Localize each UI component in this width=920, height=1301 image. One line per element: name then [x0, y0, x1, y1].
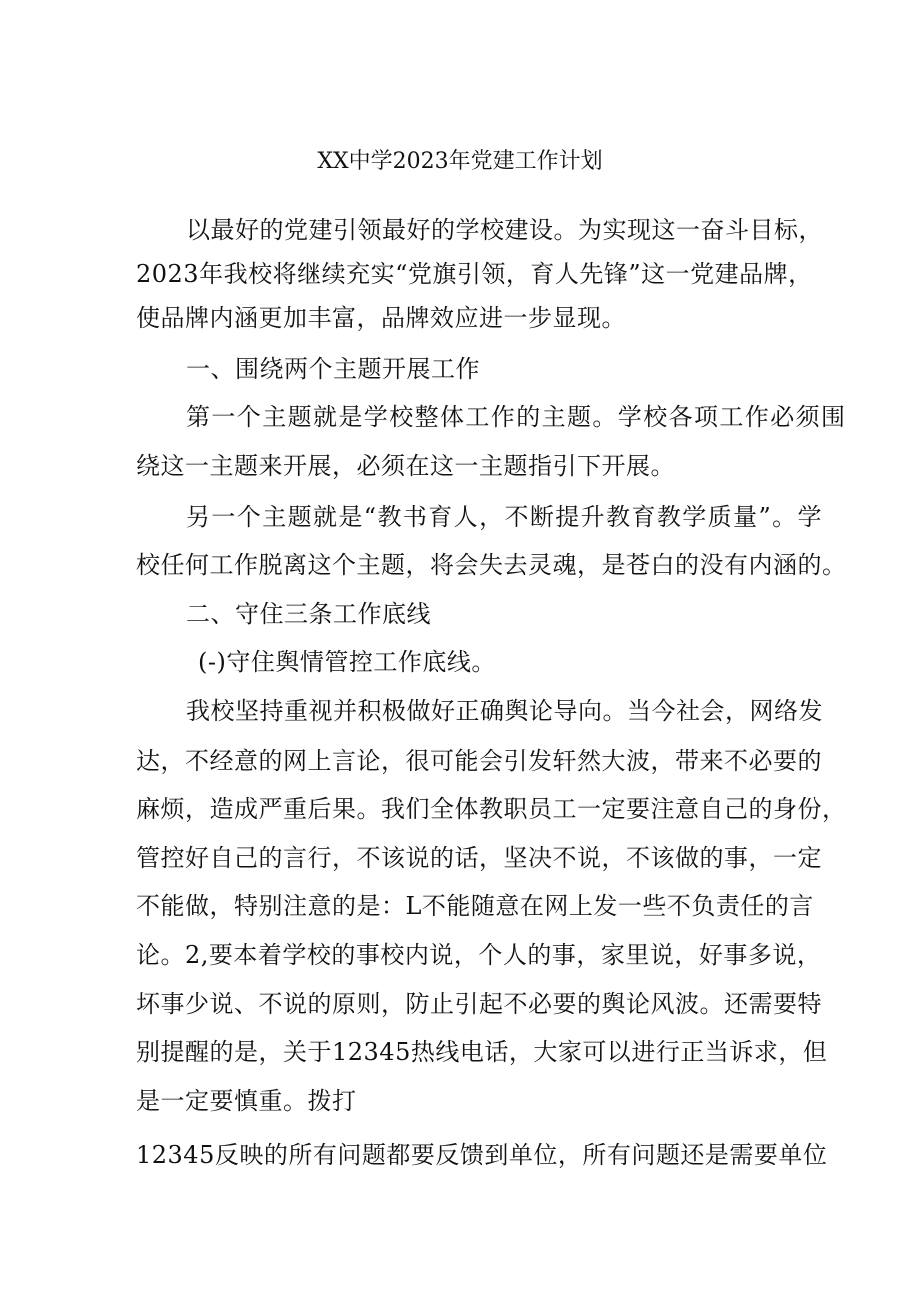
subsection-heading: (-)守住舆情管控工作底线。: [198, 648, 496, 676]
paragraph-line: 校任何工作脱离这个主题，将会失去灵魂，是苍白的没有内涵的。: [136, 551, 847, 579]
section-heading: 一、围绕两个主题开展工作: [186, 355, 480, 383]
paragraph-line: 12345反映的所有问题都要反馈到单位，所有问题还是需要单位: [136, 1141, 828, 1169]
paragraph-line: 使品牌内涵更加丰富，品牌效应进一步显现。: [136, 304, 626, 332]
paragraph-line: 达，不经意的网上言论，很可能会引发轩然大波，带来不必要的: [136, 747, 822, 775]
paragraph-line: 另一个主题就是“教书育人，不断提升教育教学质量”。学: [186, 503, 823, 531]
paragraph-line: 第一个主题就是学校整体工作的主题。学校各项工作必须围: [186, 403, 847, 431]
paragraph-line: 别提醒的是，关于12345热线电话，大家可以进行正当诉求，但: [136, 1038, 828, 1066]
paragraph-line: 麻烦，造成严重后果。我们全体教职员工一定要注意自己的身份，: [136, 795, 847, 823]
document-title: XX中学2023年党建工作计划: [317, 149, 603, 174]
paragraph-line: 是一定要慎重。拨打: [136, 1087, 357, 1115]
paragraph-line: 绕这一主题来开展，必须在这一主题指引下开展。: [136, 452, 675, 480]
paragraph-line: 管控好自己的言行，不该说的话，坚决不说，不该做的事，一定: [136, 844, 822, 872]
section-heading: 二、守住三条工作底线: [186, 600, 431, 628]
paragraph-line: 坏事少说、不说的原则，防止引起不必要的舆论风波。还需要特: [136, 990, 822, 1018]
paragraph-line: 不能做，特别注意的是：L不能随意在网上发一些不负责任的言: [136, 892, 814, 920]
paragraph-line: 以最好的党建引领最好的学校建设。为实现这一奋斗目标，: [186, 216, 823, 244]
paragraph-line: 2023年我校将继续充实“党旗引领，育人先锋”这一党建品牌，: [136, 260, 813, 288]
paragraph-line: 我校坚持重视并积极做好正确舆论导向。当今社会，网络发: [186, 697, 823, 725]
paragraph-line: 论。2,要本着学校的事校内说，个人的事，家里说，好事多说，: [136, 941, 822, 969]
